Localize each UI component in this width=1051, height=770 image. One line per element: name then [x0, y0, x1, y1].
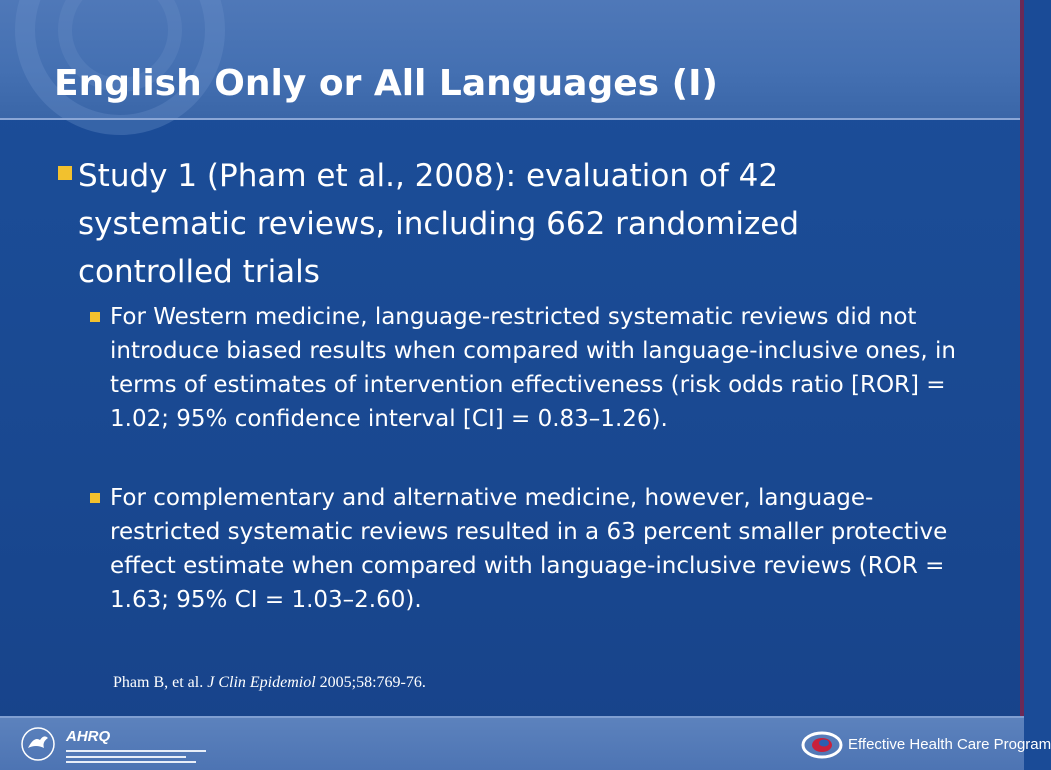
bullet-text: For Western medicine, language-restricted systematic reviews did not introduce biased results when compared with language-inclusive ones, in terms of estimates of intervention effectiveness (risk odds ratio [ROR] = 1.02; 95% confidence interval [CI] = 0.83–1.26). [110, 304, 956, 432]
ahrq-tagline-line [66, 756, 186, 758]
ahrq-logo [66, 728, 216, 764]
footer-bar [0, 716, 1051, 770]
bullet-square-icon [90, 493, 100, 503]
citation [113, 674, 426, 692]
title-divider [0, 118, 1024, 120]
ehc-swirl-icon [800, 728, 844, 762]
right-edge-accent [1020, 0, 1024, 768]
hhs-eagle-logo-icon [18, 726, 58, 762]
citation-journal: J Clin Epidemiol [207, 674, 316, 691]
ahrq-wordmark: AHRQ [66, 728, 111, 745]
citation-details: 2005;58:769-76. [319, 674, 426, 691]
bullet-level-2 [90, 481, 970, 617]
bullet-text: Study 1 (Pham et al., 2008): evaluation of 42 systematic reviews, including 662 randomized controlled trials [78, 158, 800, 290]
bullet-square-icon [58, 166, 72, 180]
bullet-text: For complementary and alternative medicine, however, language-restricted systematic reviews resulted in a 63 percent smaller protective effect estimate when compared with language-inclusive reviews (ROR = 1.63; 95% CI = 1.03–2.60). [110, 485, 948, 613]
ahrq-tagline-line [66, 750, 206, 752]
ahrq-tagline-line [66, 761, 196, 763]
citation-authors: Pham B, et al. [113, 674, 204, 691]
bullet-square-icon [90, 312, 100, 322]
ehc-wordmark: Effective Health Care Program [848, 736, 1051, 753]
effective-health-care-logo [800, 728, 1051, 762]
bullet-level-1 [58, 152, 938, 296]
bullet-level-2 [90, 300, 970, 436]
slide-title: English Only or All Languages (I) [54, 63, 718, 104]
